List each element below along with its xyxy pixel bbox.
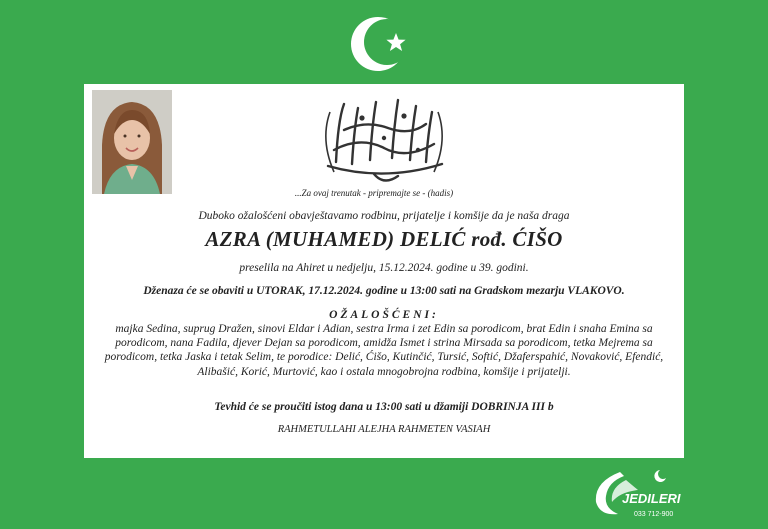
logo-phone: 033 712-900 — [634, 511, 674, 518]
passing-date-text: preselila na Ahiret u nedjelju, 15.12.2024. godine u 39. godini. — [239, 262, 529, 274]
tevhid-info: Tevhid će se proučiti istog dana u 13:00 sati u džamiji DOBRINJA III b — [214, 401, 554, 413]
mourners-heading: OŽALOŠĆENI: — [329, 309, 439, 321]
crescent-star-icon — [350, 12, 414, 76]
portrait-photo — [92, 90, 172, 194]
intro-text: Duboko ožalošćeni obavještavamo rodbinu, prijatelje i komšije da je naša draga — [198, 210, 570, 222]
logo-name: JEDILERI — [622, 491, 681, 506]
funeral-info: Dženaza će se obaviti u UTORAK, 17.12.2024. godine u 13:00 sati na Gradskom mezarju VLAKOVO. — [143, 285, 625, 297]
mourners-list: majka Sedina, suprug Dražen, sinovi Eldar i Adian, sestra Irma i zet Edin sa porodicom, brat Edin i snaha Emina sa porodicom, nana Fadila, djever Dejan sa porodicom, amidža Ismet i strina Mirsada sa porodicom, tetka Mejrema sa porodicom, tetka Jaska i tetak Selim, te porodice: Delić, Ćišo, Kutinčić, Tursić, Softić, Džaferspahić, Novaković, Efendić, Alibašić, Korić, Murtović, kao i ostala mnogobrojna rodbina, komšije i prijatelji. — [104, 323, 664, 378]
closing-prayer: RAHMETULLAHI ALEJHA RAHMETEN VASIAH — [277, 424, 491, 435]
obituary-card — [84, 84, 684, 458]
hadith-quote: ...Za ovaj trenutak - pripremajte se - (hadis) — [294, 188, 454, 198]
deceased-name: AZRA (MUHAMED) DELIĆ rođ. ĆIŠO — [205, 227, 563, 251]
jedileri-logo — [590, 462, 700, 522]
arabic-calligraphy-icon — [314, 90, 454, 188]
